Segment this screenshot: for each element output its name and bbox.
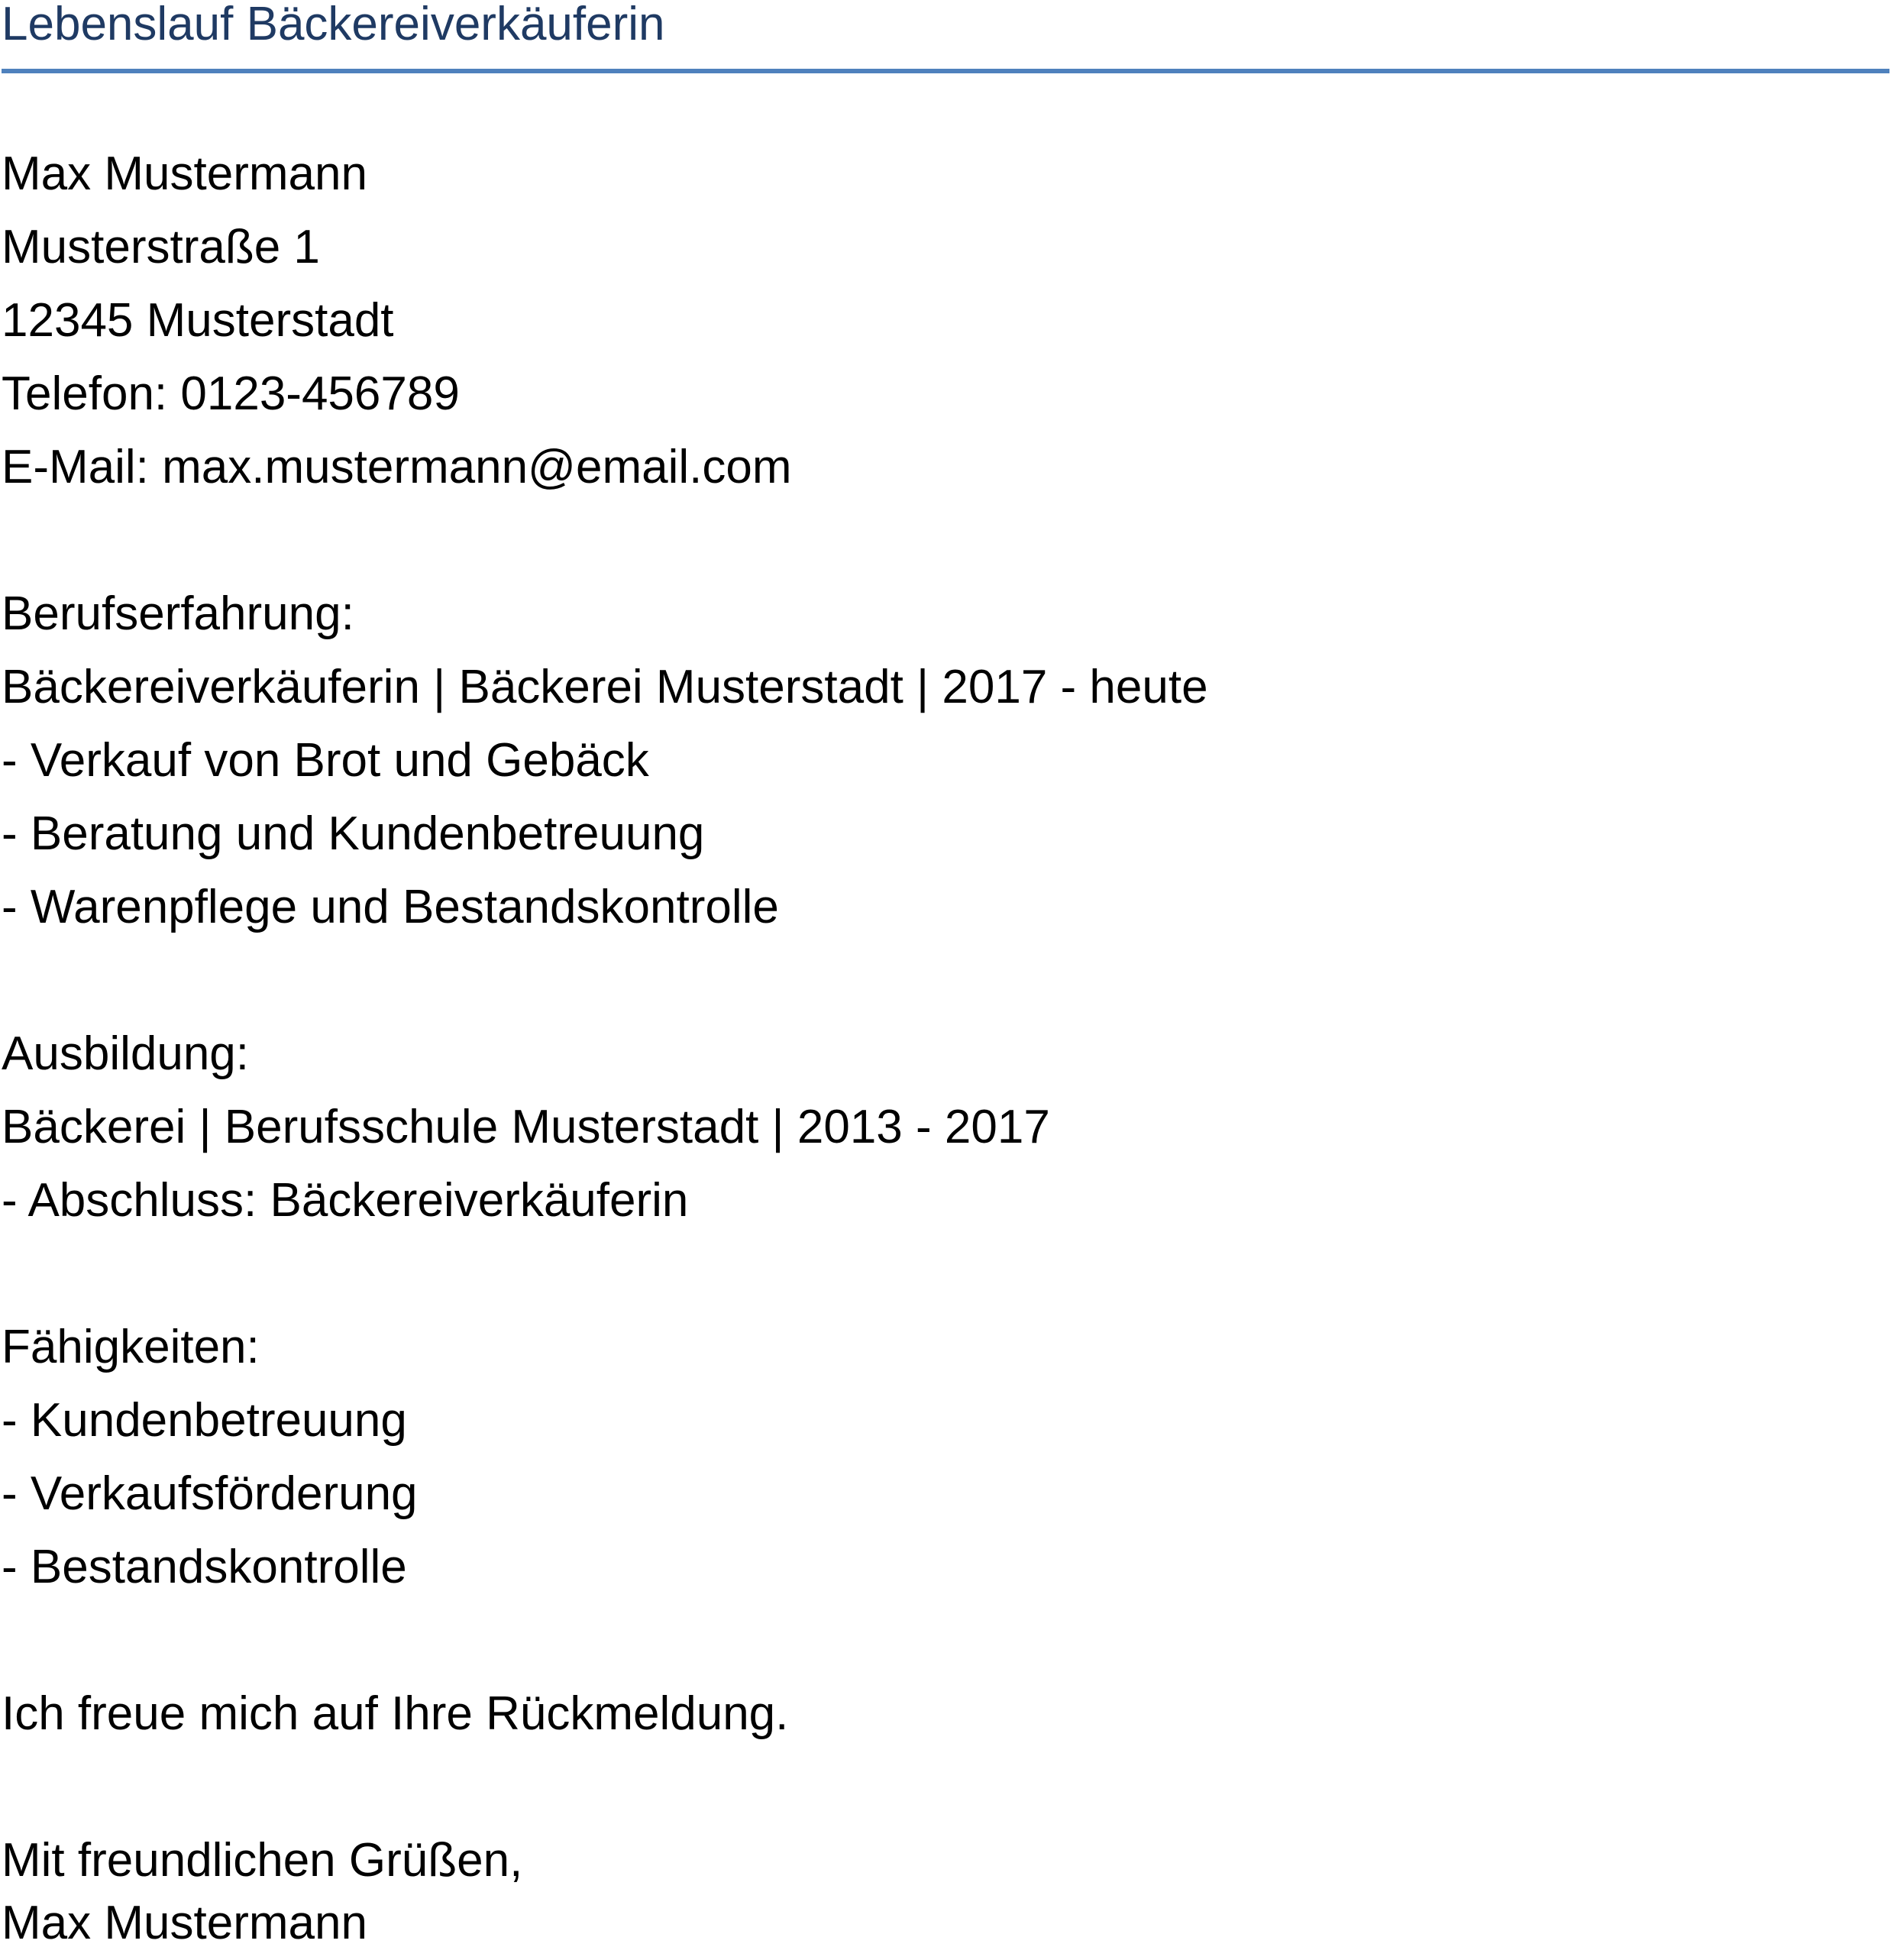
- skills-item: - Kundenbetreuung: [2, 1394, 407, 1447]
- skills-item: - Verkaufsförderung: [2, 1467, 418, 1520]
- closing-greeting: Mit freundlichen Grüßen,: [2, 1834, 523, 1887]
- education-heading: Ausbildung:: [2, 1027, 250, 1080]
- contact-phone: Telefon: 0123-456789: [2, 367, 460, 420]
- experience-item: - Beratung und Kundenbetreuung: [2, 807, 705, 860]
- experience-position: Bäckereiverkäuferin | Bäckerei Musterstadt | 2017 - heute: [2, 661, 1208, 713]
- title-underline: [2, 69, 1889, 73]
- closing-signature: Max Mustermann: [2, 1897, 367, 1949]
- contact-name: Max Mustermann: [2, 147, 367, 200]
- contact-city: 12345 Musterstadt: [2, 294, 394, 347]
- experience-heading: Berufserfahrung:: [2, 587, 354, 640]
- education-position: Bäckerei | Berufsschule Musterstadt | 2013 - 2017: [2, 1101, 1050, 1153]
- experience-item: - Warenpflege und Bestandskontrolle: [2, 881, 779, 933]
- skills-heading: Fähigkeiten:: [2, 1321, 260, 1373]
- closing-text: Ich freue mich auf Ihre Rückmeldung.: [2, 1687, 789, 1740]
- skills-item: - Bestandskontrolle: [2, 1541, 407, 1593]
- education-item: - Abschluss: Bäckereiverkäuferin: [2, 1174, 689, 1227]
- document-title: Lebenslauf Bäckereiverkäuferin: [2, 0, 665, 50]
- contact-email: E-Mail: max.mustermann@email.com: [2, 441, 792, 493]
- contact-street: Musterstraße 1: [2, 221, 320, 273]
- experience-item: - Verkauf von Brot und Gebäck: [2, 734, 649, 787]
